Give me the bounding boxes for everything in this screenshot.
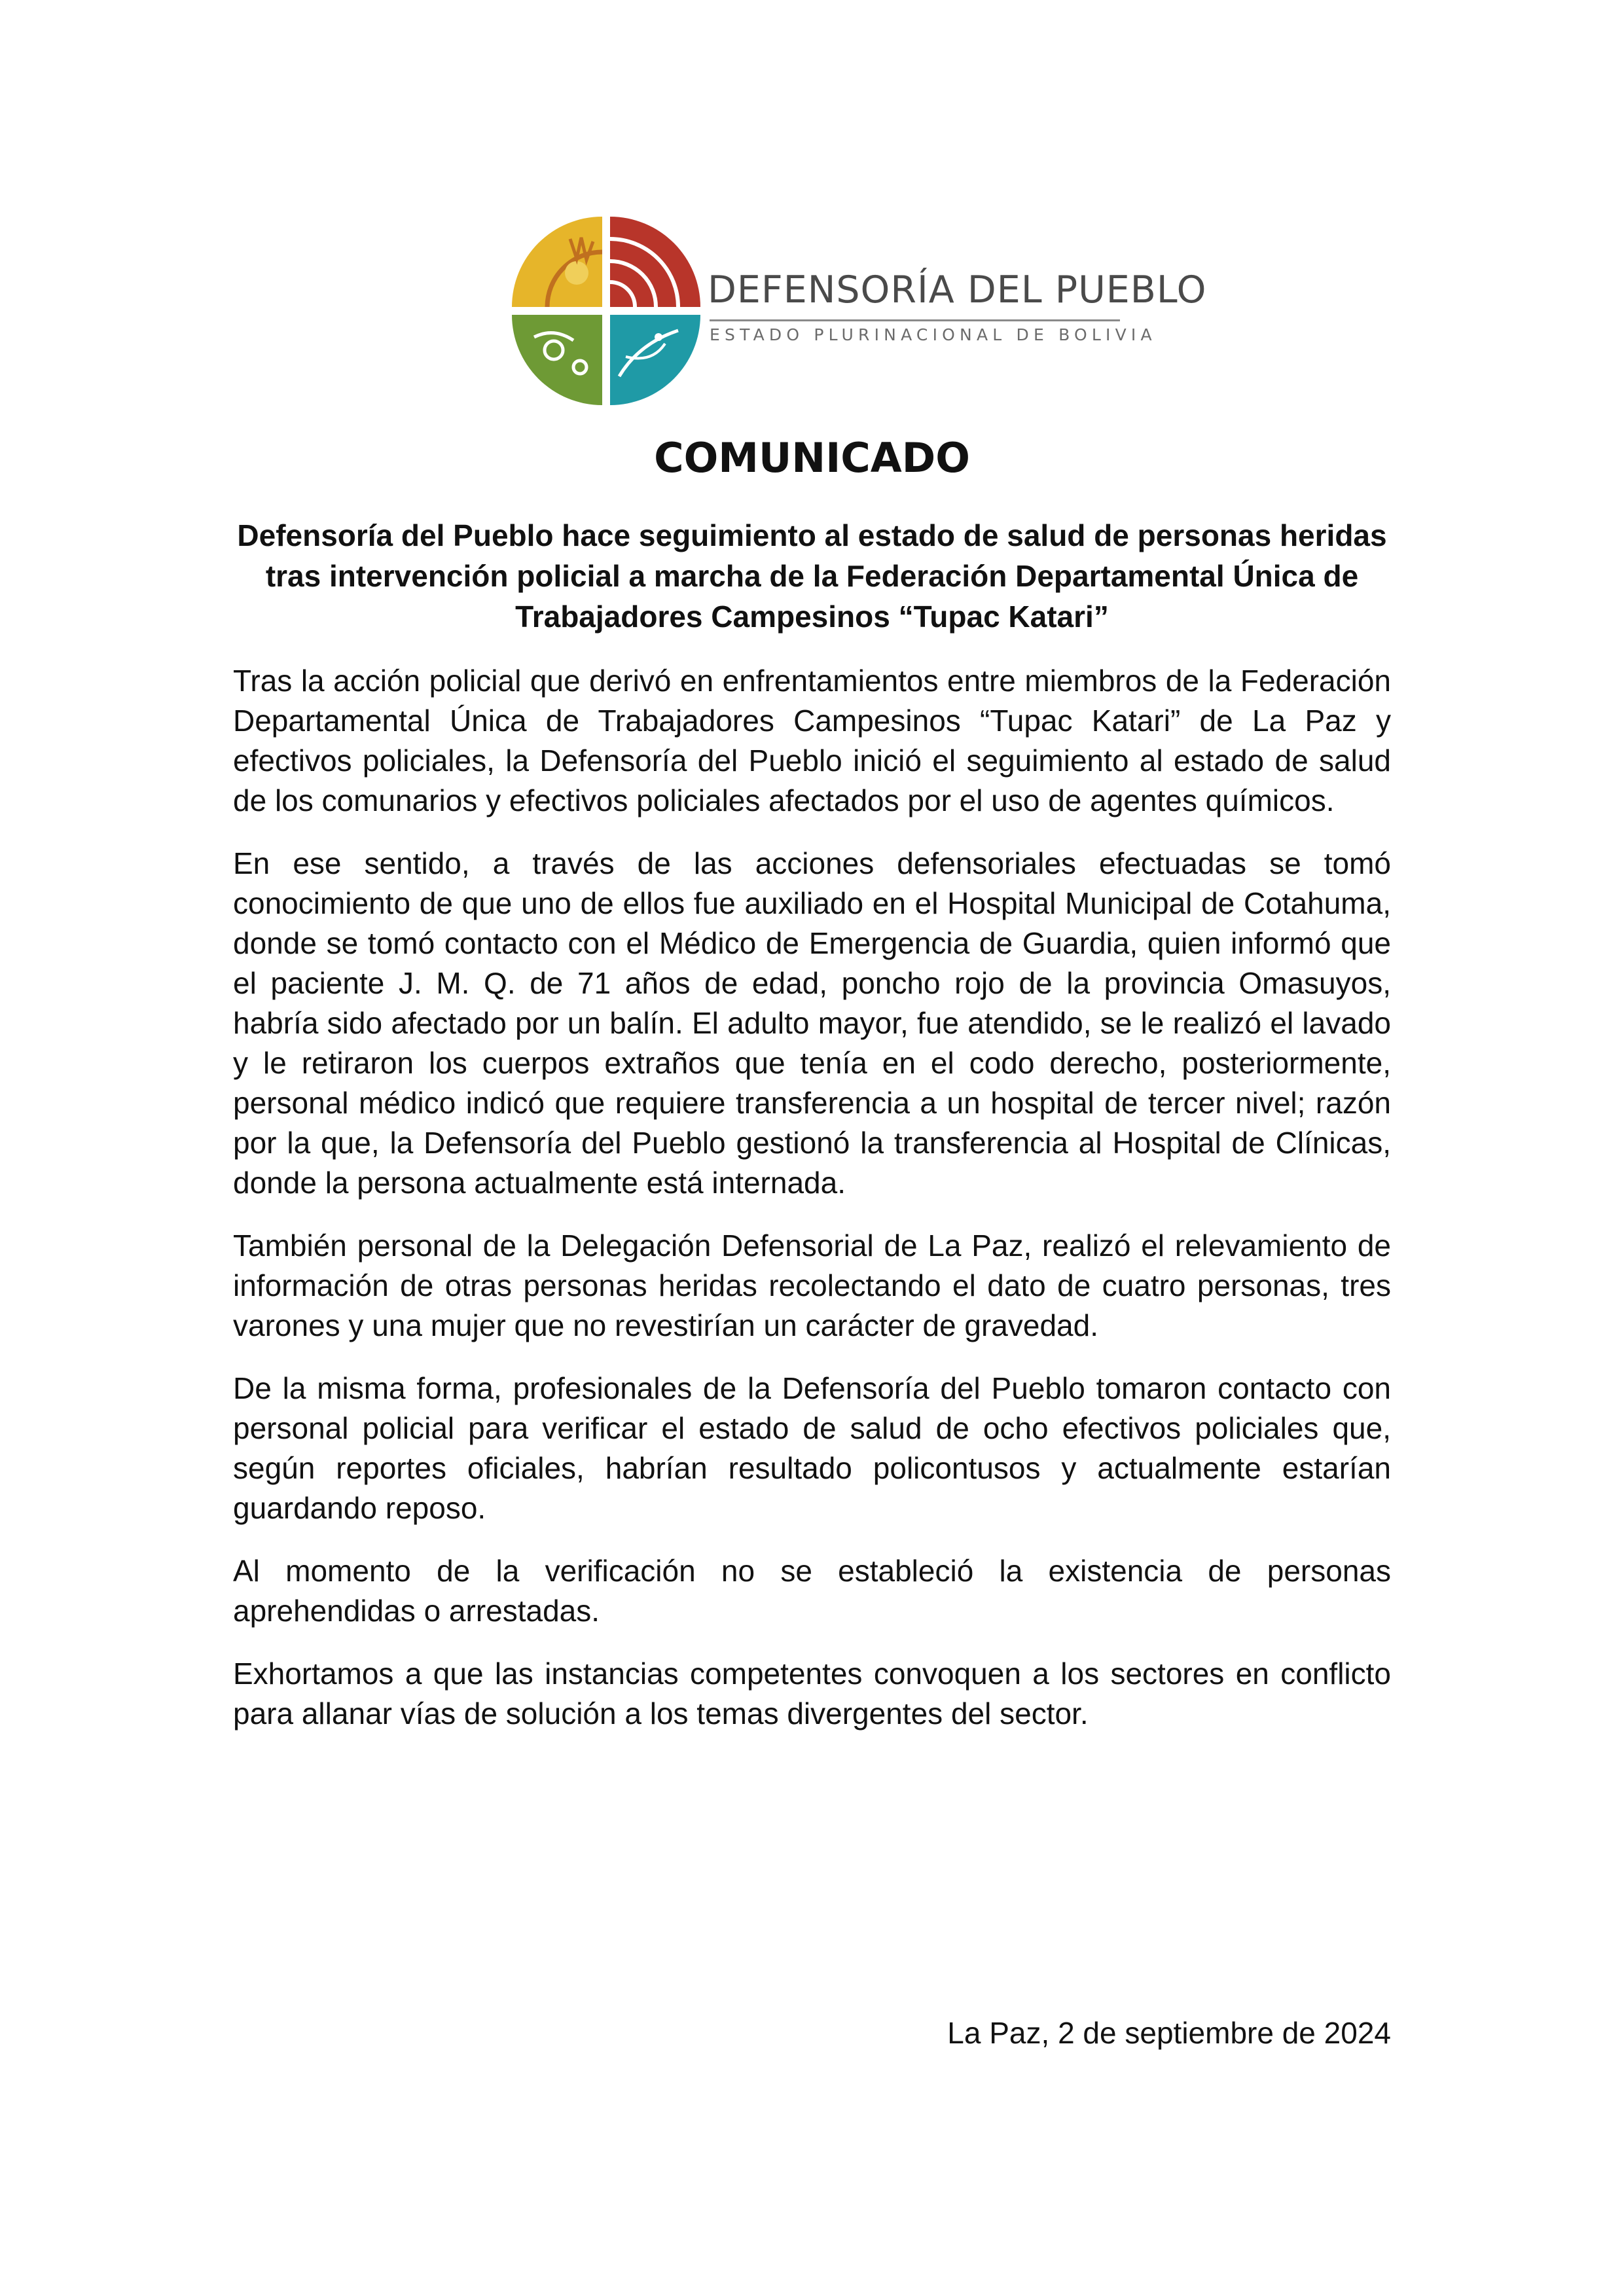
body-paragraph: Exhortamos a que las instancias competentes convoquen a los sectores en conflicto para allanar vías de solución a los temas divergentes del sector. — [233, 1657, 1391, 1731]
body-paragraph: En ese sentido, a través de las acciones defensoriales efectuadas se tomó conocimiento de que uno de ellos fue auxiliado en el Hospital Municipal de Cotahuma, donde se tomó contacto con el Médico de Emergencia de Guardia, quien informó que el paciente J. M. Q. de 71 años de edad, poncho rojo de la provincia Omasuyos, habría sido afectado por un balín. El adulto mayor, fue atendido, se le realizó el lavado y le retiraron los cuerpos extraños que tenía en el codo derecho, posteriormente, personal médico indicó que requiere transferencia a un hospital de tercer nivel; razón por la que, la Defensoría del Pueblo gestionó la transferencia al Hospital de Clínicas, donde la persona actualmente está internada. — [233, 846, 1391, 1200]
institution-subtitle: ESTADO PLURINACIONAL DE BOLIVIA — [710, 325, 1157, 344]
institution-name: DEFENSORÍA DEL PUEBLO — [708, 268, 1207, 312]
document-headline: Defensoría del Pueblo hace seguimiento al estado de salud de personas heridas tras intervención policial a marcha de la Federación Departamental Única de Trabajadores Campesinos “Tupac Katari” — [237, 518, 1387, 634]
defensoria-emblem-icon — [508, 213, 704, 409]
body-paragraph: Al momento de la verificación no se estableció la existencia de personas aprehendidas o arrestadas. — [233, 1554, 1391, 1628]
document-title: COMUNICADO — [654, 434, 970, 482]
body-paragraph: También personal de la Delegación Defensorial de La Paz, realizó el relevamiento de información de otras personas heridas recolectando el dato de cuatro personas, tres varones y una mujer que no revestirían un carácter de gravedad. — [233, 1229, 1391, 1342]
body-paragraph: De la misma forma, profesionales de la Defensoría del Pueblo tomaron contacto con personal policial para verificar el estado de salud de ocho efectivos policiales que, según reportes oficiales, habrían resultado policontusos y actualmente estarían guardando reposo. — [233, 1371, 1391, 1525]
body-paragraph: Tras la acción policial que derivó en enfrentamientos entre miembros de la Federación Departamental Única de Trabajadores Campesinos “Tupac Katari” de La Paz y efectivos policiales, la Defensoría del Pueblo inició el seguimiento al estado de salud de los comunarios y efectivos policiales afectados por el uso de agentes químicos. — [233, 664, 1391, 817]
logo-divider — [710, 319, 1120, 321]
document-body — [233, 661, 1391, 1757]
institution-logo — [508, 213, 1207, 409]
dateline: La Paz, 2 de septiembre de 2024 — [947, 2016, 1391, 2050]
